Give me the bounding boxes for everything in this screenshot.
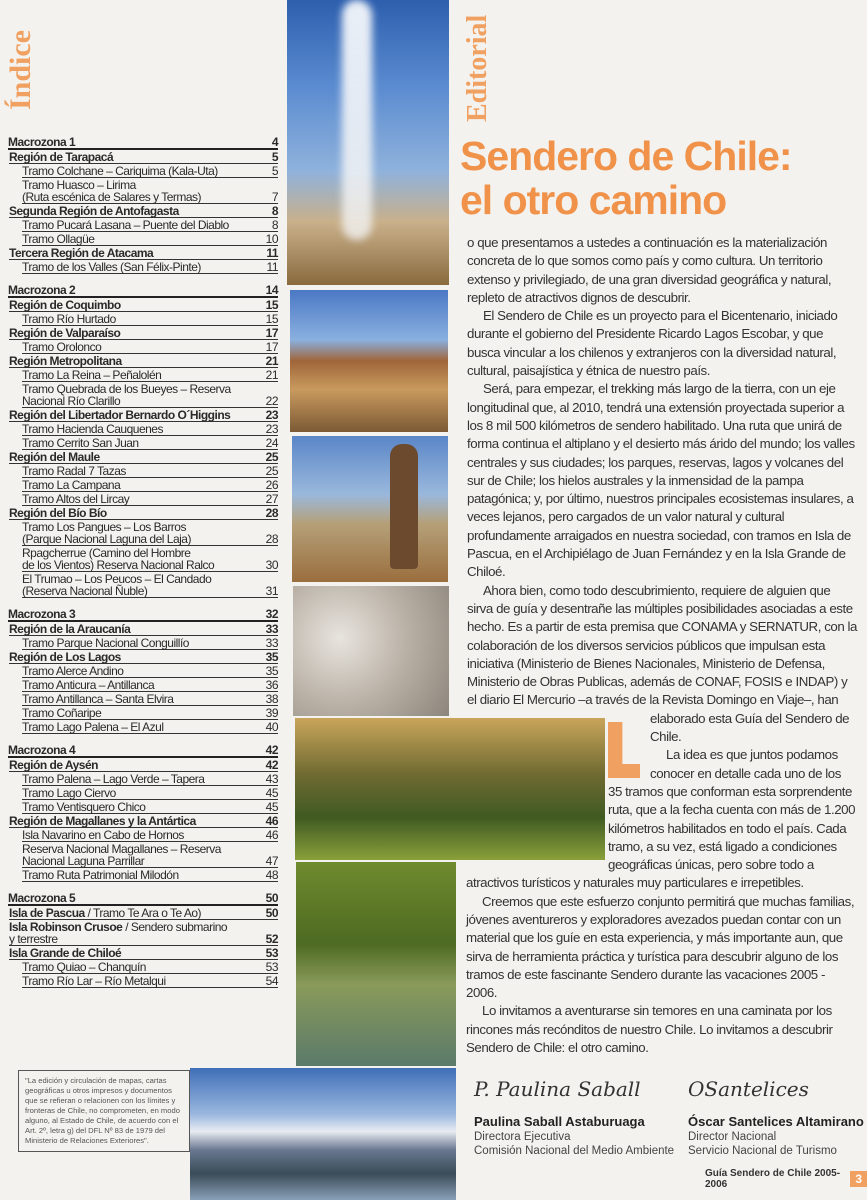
index-region <box>9 815 278 828</box>
index-entry-title: Tramo Río Lar – Río Metalqui <box>22 974 166 988</box>
index-page-number: 28 <box>265 532 278 546</box>
index-page-number: 46 <box>265 814 278 828</box>
index-group <box>8 608 278 734</box>
index-tramo <box>22 679 278 692</box>
index-entry-title: Región de Los Lagos <box>9 650 121 664</box>
title-line-1: Sendero de Chile: <box>460 133 792 179</box>
index-page-number: 24 <box>265 436 278 450</box>
editorial-section-label: Editorial <box>462 14 493 122</box>
index-page-number: 25 <box>265 464 278 478</box>
index-macrozone <box>8 608 278 622</box>
index-entry-title: Tramo Lago Palena – El Azul <box>22 720 164 734</box>
index-region <box>9 299 278 312</box>
index-entry-title: Región de la Araucanía <box>9 622 131 636</box>
index-entry-title: Tramo Coñaripe <box>22 706 102 720</box>
index-group <box>8 136 278 274</box>
index-tramo <box>22 843 278 868</box>
paragraph: La idea es que juntos podamos conocer en detalle cada uno de los 35 tramos que conforman esta sorprendente ruta, que a la fecha cuenta con más de 1.200 kilómetros habilitados en todo el país. Cada tramo, a su vez, está ligado a condiciones geográficas únicas, pero sobre todo a atractivos turísticos y naturales muy particulares e irrepetibles. <box>466 747 856 891</box>
index-entry-title: Tramo Pucará Lasana – Puente del Diablo <box>22 218 229 232</box>
index-entry-title: Tramo Anticura – Antillanca <box>22 678 155 692</box>
index-entry-title: Macrozona 2 <box>8 283 76 297</box>
index-page-number: 38 <box>265 692 278 706</box>
index-page-number: 23 <box>265 408 278 422</box>
mountains-lake-photo <box>190 1068 456 1200</box>
index-tramo <box>22 637 278 650</box>
index-page-number: 45 <box>265 786 278 800</box>
paragraph: Lo invitamos a aventurarse sin temores en una caminata por los rincones más recónditos de nuestro Chile. Lo invitamos a descubrir Sendero de Chile: el otro camino. <box>466 1003 833 1056</box>
index-entry-title: Tramo Huasco – Lirima (Ruta escénica de Salares y Termas) <box>22 178 202 204</box>
index-page-number: 40 <box>265 720 278 734</box>
index-entry-title: Tramo Ventisquero Chico <box>22 800 146 814</box>
index-page-number: 21 <box>265 368 278 382</box>
index-tramo <box>22 521 278 546</box>
index-region <box>9 507 278 520</box>
editorial-body <box>466 234 858 1057</box>
index-entry-title: Tercera Región de Atacama <box>9 246 154 260</box>
index-page-number: 15 <box>265 298 278 312</box>
index-page-number: 7 <box>271 190 278 204</box>
index-tramo <box>22 233 278 246</box>
index-page-number: 53 <box>265 960 278 974</box>
index-entry-title: Tramo Parque Nacional Conguillío <box>22 636 189 650</box>
index-page-number: 5 <box>271 164 278 178</box>
index-page-number: 32 <box>265 607 278 621</box>
index-macrozone <box>8 892 278 906</box>
index-entry-title: Región de Valparaíso <box>9 326 121 340</box>
index-page-number: 17 <box>265 340 278 354</box>
index-entry-title: Tramo Cerrito San Juan <box>22 436 139 450</box>
index-entry-title: Tramo La Campana <box>22 478 121 492</box>
index-macrozone <box>8 744 278 758</box>
index-entry-title: Región del Maule <box>9 450 100 464</box>
signer-title: Director Nacional <box>688 1131 777 1143</box>
index-page-number: 33 <box>265 636 278 650</box>
index-page-number: 26 <box>265 478 278 492</box>
index-page-number: 50 <box>265 891 278 905</box>
index-tramo <box>22 437 278 450</box>
index-entry-title: Macrozona 1 <box>8 135 76 149</box>
index-tramo <box>22 219 278 232</box>
index-entry-title: El Trumao – Los Peucos – El Candado (Reserva Nacional Ñuble) <box>22 572 212 598</box>
signer-name: Óscar Santelices Altamirano <box>688 1114 864 1129</box>
index-region <box>9 327 278 340</box>
index-tramo <box>22 165 278 178</box>
index-group <box>8 284 278 598</box>
index-tramo <box>22 369 278 382</box>
index-entry-title: Tramo Palena – Lago Verde – Tapera <box>22 772 205 786</box>
index-page-number: 10 <box>265 232 278 246</box>
index-tramo <box>22 383 278 408</box>
index-tramo <box>22 665 278 678</box>
index-entry-title: Tramo Río Hurtado <box>22 312 116 326</box>
index-entry-title: Tramo Quebrada de los Bueyes – Reserva Nacional Río Clarillo <box>22 382 231 408</box>
index-page-number: 52 <box>265 932 278 946</box>
index-page-number: 54 <box>265 974 278 988</box>
index-entry-title: Reserva Nacional Magallanes – Reserva Nacional Laguna Parrillar <box>22 842 221 868</box>
index-page-number: 50 <box>265 906 278 920</box>
index-entry-title: Región de Aysén <box>9 758 98 772</box>
paragraph: Ahora bien, como todo descubrimiento, requiere de alguien que sirva de guía y desentrañe las múltiples posibilidades asociadas a este hecho. Es a partir de esta premisa que CONAMA y SERNATUR, con la colaboración de los diversos servicios públicos que impulsan esta iniciativa (Ministerio de Bienes Nacionales, Ministerio de Defensa, Ministerio de Obras Publicas, además de CONAF, FOSIS e INDAP) y el diario El Mercurio –a través de la Revista Domingo en Viaje–, han elaborado esta Guía del Sendero de Chile. <box>467 582 857 745</box>
signature-block <box>688 1076 864 1158</box>
index-tramo <box>22 787 278 800</box>
table-of-contents <box>8 136 278 998</box>
index-entry-title: Tramo Altos del Lircay <box>22 492 130 506</box>
index-region <box>9 651 278 664</box>
index-tramo <box>22 773 278 786</box>
index-entry-title: Tramo Colchane – Cariquima (Kala-Uta) <box>22 164 218 178</box>
index-tramo <box>22 869 278 882</box>
signer-org: Servicio Nacional de Turismo <box>688 1145 837 1157</box>
index-entry-title: Tramo Ollagüe <box>22 232 95 246</box>
index-page-number: 33 <box>265 622 278 636</box>
geyser-photo <box>287 0 449 285</box>
index-page-number: 23 <box>265 422 278 436</box>
index-page-number: 11 <box>266 260 278 274</box>
handwritten-signature: P. Paulina Saball <box>474 1077 641 1101</box>
index-region <box>9 759 278 772</box>
desert-photo <box>290 290 448 432</box>
index-page-number: 30 <box>265 558 278 572</box>
paragraph: Creemos que este esfuerzo conjunto permitirá que muchas familias, jóvenes aventureros y exploradores avezados puedan contar con un material que los guíe en esta experiencia, y más importante aun, que sirva de herramienta práctica y turística para descubrir alguno de los tramos de este fascinante Sendero durante las vacaciones 2005 - 2006. <box>466 893 855 1001</box>
paragraph: Será, para empezar, el trekking más largo de la tierra, con un eje longitudinal que, al 2010, tendrá una extensión proyectada superior a los 8 mil 500 kilómetros de sendero habilitado. Una ruta que unirá de forma continua el altiplano y el desierto más árido del mundo; los valles centrales y sus ciudades; los parques, reservas, lagos y volcanes del sur de Chile; los hielos australes y la inmensidad de la pampa patagónica; y, por último, nuestros principales ecosistemas insulares, a veces lejanos, pero cargados de un valor natural y cultural profundamente arraigados en nuestra sociedad, con tramos en Isla de Pascua, en el Archipiélago de Juan Fernández y en la Isla Grande de Chiloé. <box>467 381 855 580</box>
index-region <box>9 151 278 164</box>
index-tramo <box>22 721 278 734</box>
index-entry-title: Isla Navarino en Cabo de Hornos <box>22 828 184 842</box>
index-page-number: 53 <box>265 946 278 960</box>
signer-org: Comisión Nacional del Medio Ambiente <box>474 1145 675 1157</box>
index-page-number: 43 <box>265 772 278 786</box>
page-number: 3 <box>850 1171 867 1187</box>
moai-photo <box>292 436 448 582</box>
signature-block <box>474 1076 674 1158</box>
index-tramo <box>22 961 278 974</box>
index-tramo <box>22 547 278 572</box>
index-entry-title: Tramo Orolonco <box>22 340 102 354</box>
index-entry-title: Tramo Hacienda Cauquenes <box>22 422 163 436</box>
index-macrozone <box>8 136 278 150</box>
index-page-number: 8 <box>271 218 278 232</box>
index-region <box>9 355 278 368</box>
index-page-number: 17 <box>265 326 278 340</box>
title-line-2: el otro camino <box>460 177 727 223</box>
index-tramo <box>22 829 278 842</box>
index-entry-title: Región Metropolitana <box>9 354 122 368</box>
index-entry-title: Isla Robinson Crusoe / Sendero submarino y terrestre <box>9 920 228 946</box>
index-entry-title: Isla Grande de Chiloé <box>9 946 122 960</box>
index-entry-title: Macrozona 5 <box>8 891 76 905</box>
index-entry-title: Tramo Radal 7 Tazas <box>22 464 126 478</box>
index-page-number: 42 <box>265 758 278 772</box>
index-page-number: 45 <box>265 800 278 814</box>
index-entry-title: Región del Libertador Bernardo O´Higgins <box>9 408 231 422</box>
index-tramo <box>22 423 278 436</box>
index-page-number: 36 <box>265 678 278 692</box>
index-page-number: 4 <box>271 135 278 149</box>
index-entry-title: Tramo Ruta Patrimonial Milodón <box>22 868 179 882</box>
index-tramo <box>22 573 278 598</box>
index-page-number: 31 <box>265 584 278 598</box>
index-page-number: 35 <box>265 650 278 664</box>
index-entry-title: Región de Coquimbo <box>9 298 121 312</box>
index-entry-title: Tramo Los Pangues – Los Barros (Parque Nacional Laguna del Laja) <box>22 520 191 546</box>
signer-name: Paulina Saball Astaburuaga <box>474 1114 645 1129</box>
index-entry-title: Tramo Antillanca – Santa Elvira <box>22 692 174 706</box>
index-page-number: 11 <box>266 246 278 260</box>
index-page-number: 46 <box>265 828 278 842</box>
index-group <box>8 892 278 988</box>
index-entry-title: Tramo Alerce Andino <box>22 664 124 678</box>
index-entry-title: Región del Bío Bío <box>9 506 107 520</box>
river-photo <box>296 862 456 1066</box>
index-entry-title: Segunda Región de Antofagasta <box>9 204 179 218</box>
index-tramo <box>22 975 278 988</box>
index-group <box>8 744 278 882</box>
index-page-number: 27 <box>265 492 278 506</box>
index-section-label: Índice <box>4 29 37 110</box>
index-region <box>9 947 278 960</box>
index-page-number: 42 <box>265 743 278 757</box>
hiker-rocks-photo <box>293 586 449 716</box>
index-entry-title: Macrozona 4 <box>8 743 76 757</box>
index-page-number: 35 <box>265 664 278 678</box>
index-page-number: 21 <box>265 354 278 368</box>
index-region <box>9 409 278 422</box>
index-page-number: 8 <box>271 204 278 218</box>
index-page-number: 47 <box>265 854 278 868</box>
index-region <box>9 205 278 218</box>
index-tramo <box>22 341 278 354</box>
index-page-number: 5 <box>271 150 278 164</box>
index-region <box>9 247 278 260</box>
index-page-number: 28 <box>265 506 278 520</box>
index-tramo <box>22 493 278 506</box>
paragraph: o que presentamos a ustedes a continuación es la materialización concreta de lo que somos como país y como cultura. Un territorio extenso y privilegiado, de una gran diversidad geográfica y natural, repleto de atractivos dignos de descubrir. <box>466 234 858 307</box>
index-entry-title: Rpagcherrue (Camino del Hombre de los Vientos) Reserva Nacional Ralco <box>22 546 215 572</box>
index-region <box>9 623 278 636</box>
index-entry-title: Tramo Lago Ciervo <box>22 786 116 800</box>
index-tramo <box>22 179 278 204</box>
signer-title: Directora Ejecutiva <box>474 1131 571 1143</box>
paragraph: El Sendero de Chile es un proyecto para el Bicentenario, iniciado durante el gobierno del Presidente Ricardo Lagos Escobar, y que busca vincular a los chilenos y extranjeros con la diversidad natural, cultural, paisajística y étnica de nuestro país. <box>467 308 838 379</box>
index-page-number: 22 <box>265 394 278 408</box>
index-entry-title: Región de Tarapacá <box>9 150 114 164</box>
index-tramo <box>22 479 278 492</box>
index-macrozone <box>8 284 278 298</box>
page-title <box>460 134 792 222</box>
index-entry-title: Isla de Pascua / Tramo Te Ara o Te Ao) <box>9 906 202 920</box>
index-page-number: 15 <box>265 312 278 326</box>
page-footer <box>705 1168 867 1190</box>
index-entry-title: Tramo Quiao – Chanquín <box>22 960 146 974</box>
publication-name: Guía Sendero de Chile 2005-2006 <box>705 1168 841 1190</box>
index-region <box>9 907 278 920</box>
legal-note: "La edición y circulación de mapas, cartas geográficas u otros impresos y documentos que se refieran o relacionen con los límites y fronteras de Chile, no comprometen, en modo alguno, al Estado de Chile, de acuerdo con el Art. 2º, letra g) del DFL Nº 83 de 1979 del Ministerio de Relaciones Exteriores". <box>18 1070 190 1152</box>
handwritten-signature: OSantelices <box>688 1077 809 1101</box>
index-tramo <box>22 693 278 706</box>
index-tramo <box>22 313 278 326</box>
index-page-number: 25 <box>265 450 278 464</box>
index-entry-title: Tramo de los Valles (San Félix-Pinte) <box>22 260 201 274</box>
index-region <box>9 451 278 464</box>
index-tramo <box>22 801 278 814</box>
index-entry-title: Tramo La Reina – Peñalolén <box>22 368 162 382</box>
index-tramo <box>22 465 278 478</box>
index-tramo <box>22 261 278 274</box>
index-page-number: 39 <box>265 706 278 720</box>
index-entry-title: Macrozona 3 <box>8 607 76 621</box>
index-tramo <box>22 707 278 720</box>
index-entry-title: Región de Magallanes y la Antártica <box>9 814 196 828</box>
index-region <box>9 921 278 946</box>
index-page-number: 48 <box>265 868 278 882</box>
index-page-number: 14 <box>265 283 278 297</box>
